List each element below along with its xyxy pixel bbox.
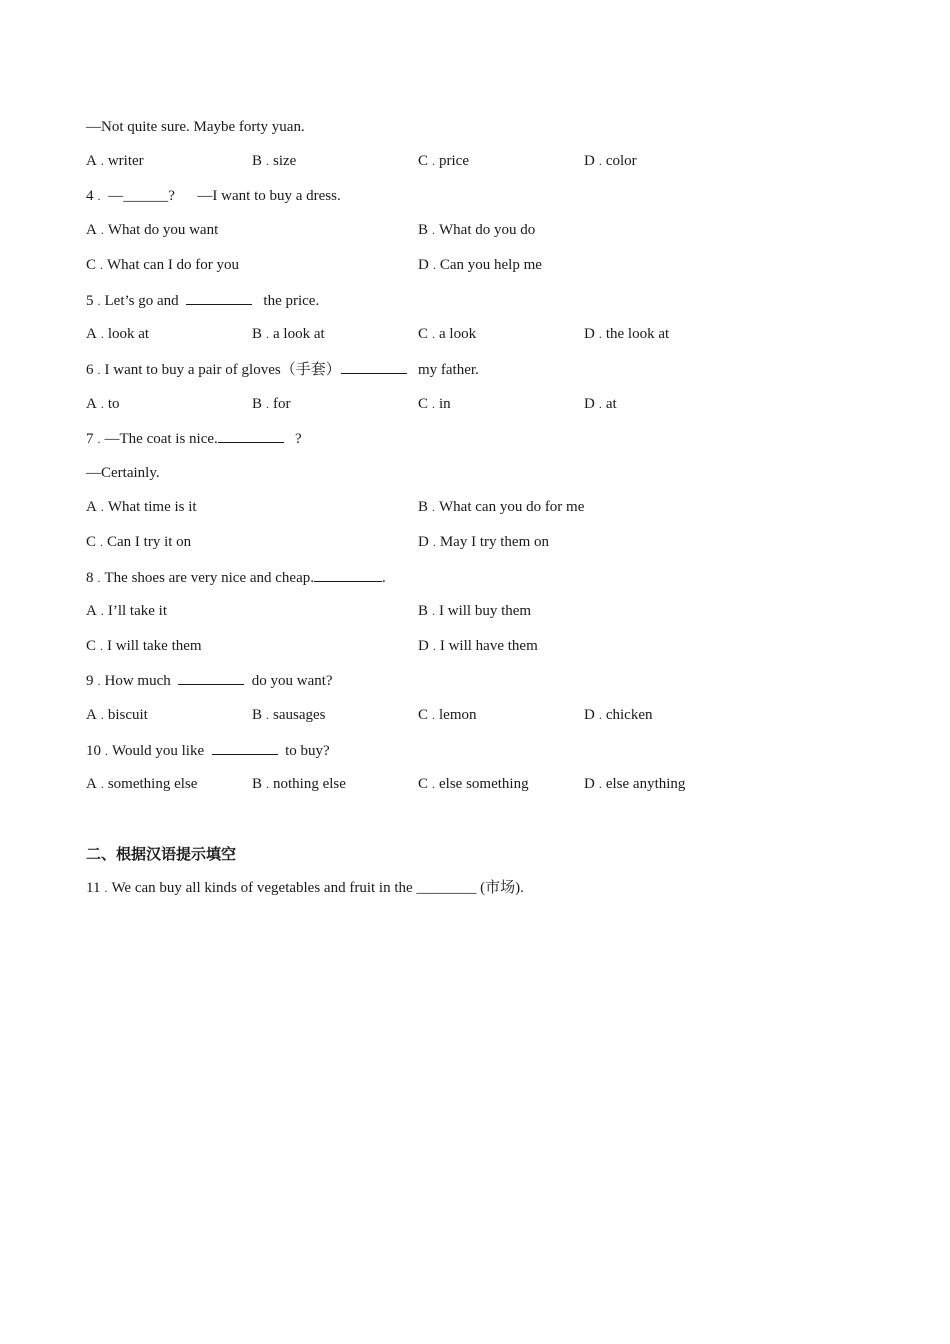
q7-option-d: D . May I try them on — [418, 534, 549, 550]
q7-option-a: A . What time is it — [86, 499, 197, 515]
answer-blank[interactable] — [212, 739, 278, 755]
q5-option-b: B . a look at — [252, 326, 325, 342]
answer-blank[interactable] — [314, 566, 382, 582]
q10-option-d: D . else anything — [584, 776, 686, 792]
q6-option-c: C . in — [418, 396, 451, 412]
section-heading: 二、根据汉语提示填空 — [86, 845, 237, 863]
q8-stem: 8 . The shoes are very nice and cheap. . — [86, 566, 386, 588]
q3-option-a: A . writer — [86, 153, 144, 169]
q4-stem: 4 . —______? —I want to buy a dress. — [86, 188, 341, 204]
q6-stem: 6 . I want to buy a pair of gloves（手套） my father. — [86, 358, 479, 380]
q10-option-a: A . something else — [86, 776, 198, 792]
q7-reply: —Certainly. — [86, 465, 160, 481]
q9-stem: 9 . How much do you want? — [86, 669, 333, 691]
q3-option-d: D . color — [584, 153, 637, 169]
q3-option-c: C . price — [418, 153, 469, 169]
q9-option-a: A . biscuit — [86, 707, 148, 723]
q8-option-c: C . I will take them — [86, 638, 202, 654]
q7-option-b: B . What can you do for me — [418, 499, 585, 515]
q3-answer-line: —Not quite sure. Maybe forty yuan. — [86, 119, 305, 135]
q10-stem: 10 . Would you like to buy? — [86, 739, 330, 761]
q7-stem: 7 . —The coat is nice. ? — [86, 427, 302, 449]
answer-blank[interactable] — [186, 289, 252, 305]
q3-option-b: B . size — [252, 153, 297, 169]
q4-option-b: B . What do you do — [418, 222, 536, 238]
q7-option-c: C . Can I try it on — [86, 534, 192, 550]
q6-option-a: A . to — [86, 396, 120, 412]
q5-stem: 5 . Let’s go and the price. — [86, 289, 319, 311]
q4-option-d: D . Can you help me — [418, 257, 542, 273]
q8-option-d: D . I will have them — [418, 638, 538, 654]
answer-blank[interactable] — [341, 358, 407, 374]
q10-option-c: C . else something — [418, 776, 529, 792]
q6-option-b: B . for — [252, 396, 291, 412]
q8-option-b: B . I will buy them — [418, 603, 532, 619]
q5-option-d: D . the look at — [584, 326, 670, 342]
q9-option-b: B . sausages — [252, 707, 326, 723]
answer-blank[interactable] — [178, 669, 244, 685]
q6-option-d: D . at — [584, 396, 617, 412]
q9-option-d: D . chicken — [584, 707, 653, 723]
q11-stem: 11 . We can buy all kinds of vegetables and fruit in the ________ (市场). — [86, 880, 524, 896]
q4-option-c: C . What can I do for you — [86, 257, 240, 273]
q4-option-a: A . What do you want — [86, 222, 219, 238]
q8-option-a: A . I’ll take it — [86, 603, 167, 619]
q5-option-a: A . look at — [86, 326, 150, 342]
q9-option-c: C . lemon — [418, 707, 477, 723]
q10-option-b: B . nothing else — [252, 776, 346, 792]
answer-blank[interactable] — [218, 427, 284, 443]
q5-option-c: C . a look — [418, 326, 477, 342]
